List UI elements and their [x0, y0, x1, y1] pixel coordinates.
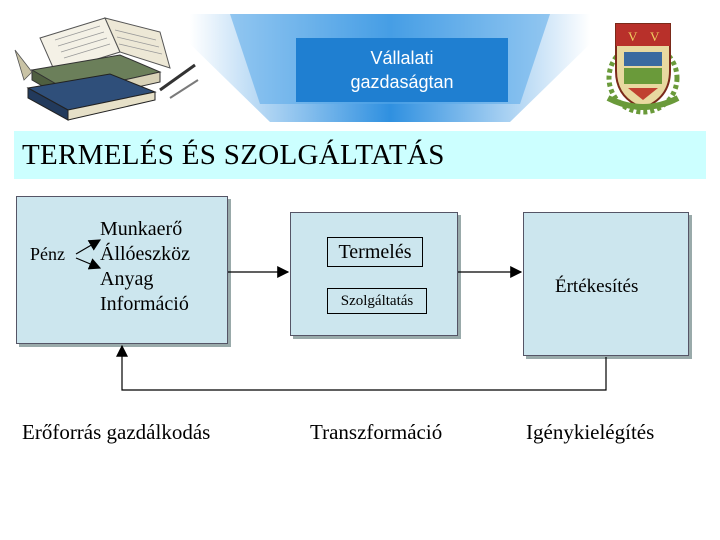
szolgaltatas-label: Szolgáltatás [327, 288, 427, 314]
ertekesites-label: Értékesítés [555, 276, 639, 297]
header-title-line2: gazdaságtan [350, 72, 454, 92]
stage-label-transzformacio: Transzformáció [310, 420, 443, 444]
input-item-anyag: Anyag [100, 268, 154, 290]
feedback-loop-arrow [122, 346, 606, 390]
svg-text:V: V [650, 29, 660, 44]
penz-arrow-upper [76, 240, 100, 254]
penz-label: Pénz [30, 244, 65, 264]
stage-label-igenykielegites: Igénykielégítés [526, 420, 655, 444]
input-item-alloeszkoz: Állóeszköz [100, 243, 190, 265]
stage-label-eroforras: Erőforrás gazdálkodás [22, 420, 211, 444]
termeles-label: Termelés [327, 237, 423, 267]
svg-text:V: V [628, 29, 638, 44]
section-title-text: TERMELÉS ÉS SZOLGÁLTATÁS [22, 138, 445, 171]
input-item-munkaero: Munkaerő [100, 218, 183, 240]
header-title-line1: Vállalati [370, 48, 434, 68]
input-item-informacio: Információ [100, 293, 189, 315]
penz-arrow-lower [76, 258, 100, 268]
